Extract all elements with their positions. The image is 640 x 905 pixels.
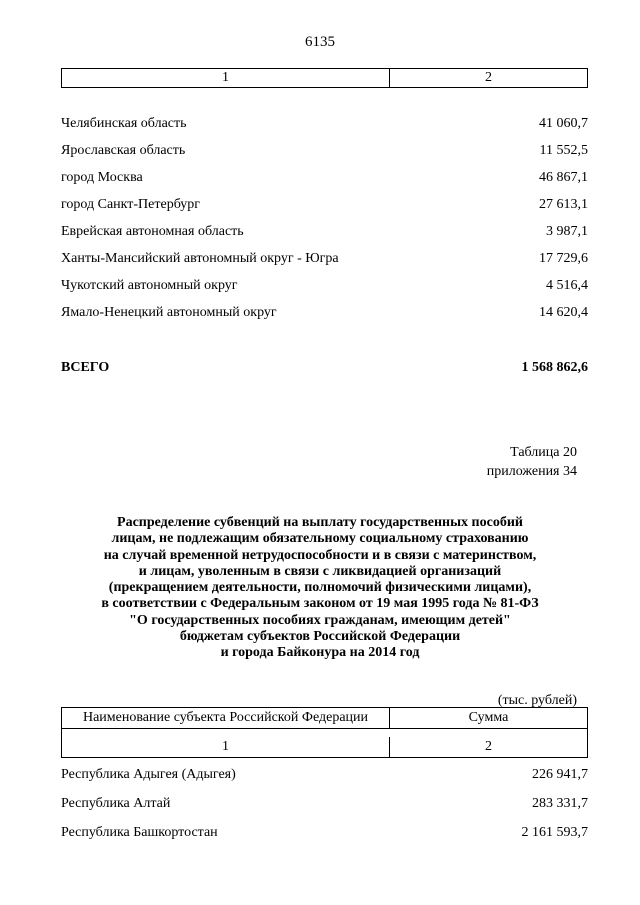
region-name: город Москва: [61, 170, 143, 185]
table-number: Таблица 20: [510, 445, 577, 460]
region-value: 14 620,4: [539, 305, 588, 320]
total-value: 1 568 862,6: [521, 360, 588, 375]
table-row: [61, 767, 588, 783]
region-name: Ярославская область: [61, 143, 186, 158]
table-row: [61, 170, 588, 186]
header-number-row: [62, 737, 587, 757]
title-line: бюджетам субъектов Российской Федерации: [179, 629, 461, 645]
region-name: Ханты-Мансийский автономный округ - Югра: [61, 251, 339, 266]
table-reference: [487, 443, 577, 481]
title-line: "О государственных пособиях гражданам, имеющим детей": [129, 612, 511, 628]
header-name-column: Наименование субъекта Российской Федерации: [62, 708, 390, 728]
region-value: 226 941,7: [532, 767, 588, 782]
total-row: [61, 360, 588, 376]
total-label: ВСЕГО: [61, 360, 110, 375]
column-number-header: [61, 68, 588, 88]
appendix-number: приложения 34: [486, 464, 577, 479]
column-number-1: 1: [222, 70, 229, 85]
header-spacer: [62, 728, 587, 737]
region-value: 46 867,1: [539, 170, 588, 185]
page-number: 6135: [305, 34, 335, 50]
table-row: [61, 224, 588, 240]
title-line: (прекращением деятельности, полномочий физическими лицами),: [108, 580, 532, 596]
region-list-bottom: [61, 767, 588, 841]
table-row: [61, 278, 588, 294]
title-line: на случай временной нетрудоспособности и в связи с материнством,: [103, 547, 537, 563]
region-name: Чукотский автономный округ: [61, 278, 238, 293]
table-row: [61, 825, 588, 841]
header-row: [62, 708, 587, 728]
region-value: 27 613,1: [539, 197, 588, 212]
region-name: Ямало-Ненецкий автономный округ: [61, 305, 277, 320]
region-value: 283 331,7: [532, 796, 588, 811]
region-name: Республика Башкортостан: [61, 825, 218, 840]
table-row: [61, 143, 588, 159]
table-row: [61, 116, 588, 132]
column-number-2: 2: [389, 69, 587, 87]
region-value: 2 161 593,7: [521, 825, 588, 840]
title-line: и лицам, уволенным в связи с ликвидацией организаций: [138, 563, 502, 579]
region-value: 17 729,6: [539, 251, 588, 266]
table-row: [61, 305, 588, 321]
region-value: 41 060,7: [539, 116, 588, 131]
title-line: в соответствии с Федеральным законом от 19 мая 1995 года № 81-ФЗ: [101, 596, 539, 612]
region-name: Республика Алтай: [61, 796, 171, 811]
column-number-1: 1: [62, 737, 390, 757]
region-value: 3 987,1: [546, 224, 588, 239]
table-row: [61, 796, 588, 812]
units-label: (тыс. рублей): [497, 693, 577, 708]
region-name: Еврейская автономная область: [61, 224, 244, 239]
document-title: [40, 515, 600, 662]
title-line: Распределение субвенций на выплату государственных пособий: [117, 515, 523, 530]
region-name: Республика Адыгея (Адыгея): [61, 767, 236, 782]
region-value: 11 552,5: [539, 143, 588, 158]
region-value: 4 516,4: [546, 278, 588, 293]
title-line: и города Байконура на 2014 год: [220, 645, 420, 661]
title-line: лицам, не подлежащим обязательному социальному страхованию: [111, 531, 529, 547]
table-row: [61, 197, 588, 213]
region-name: город Санкт-Петербург: [61, 197, 201, 212]
column-number-2: 2: [485, 739, 492, 754]
header-sum-column: Сумма: [468, 710, 509, 725]
region-list-top: [61, 116, 588, 321]
table-row: [61, 251, 588, 267]
table-header: [61, 707, 588, 758]
region-name: Челябинская область: [61, 116, 187, 131]
